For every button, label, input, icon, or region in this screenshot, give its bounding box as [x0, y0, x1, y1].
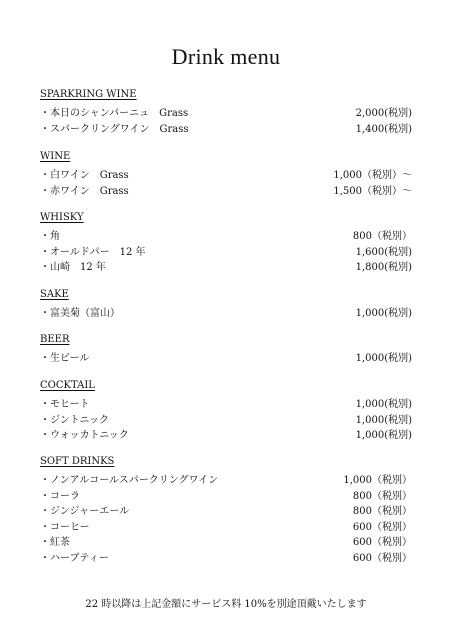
menu-item-row	[40, 349, 412, 364]
item-price: 1,400(税別)	[355, 123, 412, 135]
item-price: 800（税別）	[352, 506, 412, 518]
menu-item-row	[40, 395, 412, 410]
menu-item-row	[40, 304, 412, 319]
section-heading: BEER	[40, 334, 70, 345]
section-heading: WINE	[40, 151, 71, 162]
item-price: 2,000(税別)	[355, 108, 412, 119]
menu-item-row	[40, 487, 412, 502]
section-heading: COCKTAIL	[40, 380, 95, 391]
item-price: 1,000(税別)	[355, 399, 412, 410]
item-name: ・ジントニック	[40, 414, 109, 426]
item-name: ・スパークリングワイン Grass	[40, 123, 189, 135]
section-heading: SOFT DRINKS	[40, 456, 115, 467]
item-price: 600（税別）	[352, 537, 412, 549]
item-price: 1,000(税別)	[355, 414, 412, 426]
item-price: 1,500（税別）〜	[333, 185, 412, 197]
menu-item-row	[40, 426, 412, 441]
item-price: 1,000(税別)	[355, 353, 412, 364]
item-price: 1,000（税別）〜	[333, 170, 412, 181]
service-charge-note: 22 時以降は上記金額にサービス料 10%を別途頂戴いたします	[85, 599, 367, 610]
item-name: ・ウォッカトニック	[40, 430, 129, 442]
menu-item-row	[40, 166, 412, 181]
item-price: 1,000(税別)	[355, 308, 412, 319]
menu-item-row	[40, 411, 412, 426]
menu-item-row	[40, 104, 412, 119]
item-name: ・モヒート	[40, 399, 90, 410]
item-price: 1,600(税別)	[355, 246, 412, 258]
item-name: ・白ワイン Grass	[40, 170, 129, 181]
menu-item-row	[40, 502, 412, 517]
menu-item-row	[40, 258, 412, 273]
item-price: 1,800(税別)	[355, 262, 412, 274]
item-name: ・山崎 12 年	[40, 262, 106, 274]
menu-item-row	[40, 533, 412, 548]
menu-item-row	[40, 549, 412, 564]
menu-item-row	[40, 182, 412, 197]
item-name: ・角	[40, 231, 60, 242]
section-heading: SPARKRING WINE	[40, 89, 137, 100]
section-heading: SAKE	[40, 289, 69, 300]
item-name: ・オールドパー 12 年	[40, 246, 146, 258]
item-name: ・ジンジャーエール	[40, 506, 130, 518]
item-name: ・ノンアルコールスパークリングワイン	[40, 475, 219, 486]
menu-item-row	[40, 243, 412, 258]
item-price: 1,000(税別)	[355, 430, 412, 442]
item-name: ・生ビール	[40, 353, 90, 364]
item-name: ・本日のシャンパーニュ Grass	[40, 108, 189, 119]
item-price: 800（税別）	[352, 231, 412, 242]
item-name: ・コーラ	[40, 490, 80, 502]
item-name: ・ハーブティー	[40, 553, 109, 564]
item-price: 800（税別）	[352, 490, 412, 502]
menu-item-row	[40, 120, 412, 135]
item-name: ・紅茶	[40, 537, 70, 549]
item-price: 1,000（税別）	[343, 475, 412, 486]
menu-item-row	[40, 471, 412, 486]
item-price: 600（税別）	[352, 521, 412, 533]
item-name: ・コーヒー	[40, 521, 90, 533]
section-heading: WHISKY	[40, 212, 84, 223]
menu-item-row	[40, 518, 412, 533]
menu-title: Drink menu	[171, 44, 281, 69]
menu-item-row	[40, 227, 412, 242]
item-name: ・富美菊（富山）	[40, 308, 120, 319]
item-name: ・赤ワイン Grass	[40, 185, 129, 197]
item-price: 600（税別）	[352, 553, 412, 564]
